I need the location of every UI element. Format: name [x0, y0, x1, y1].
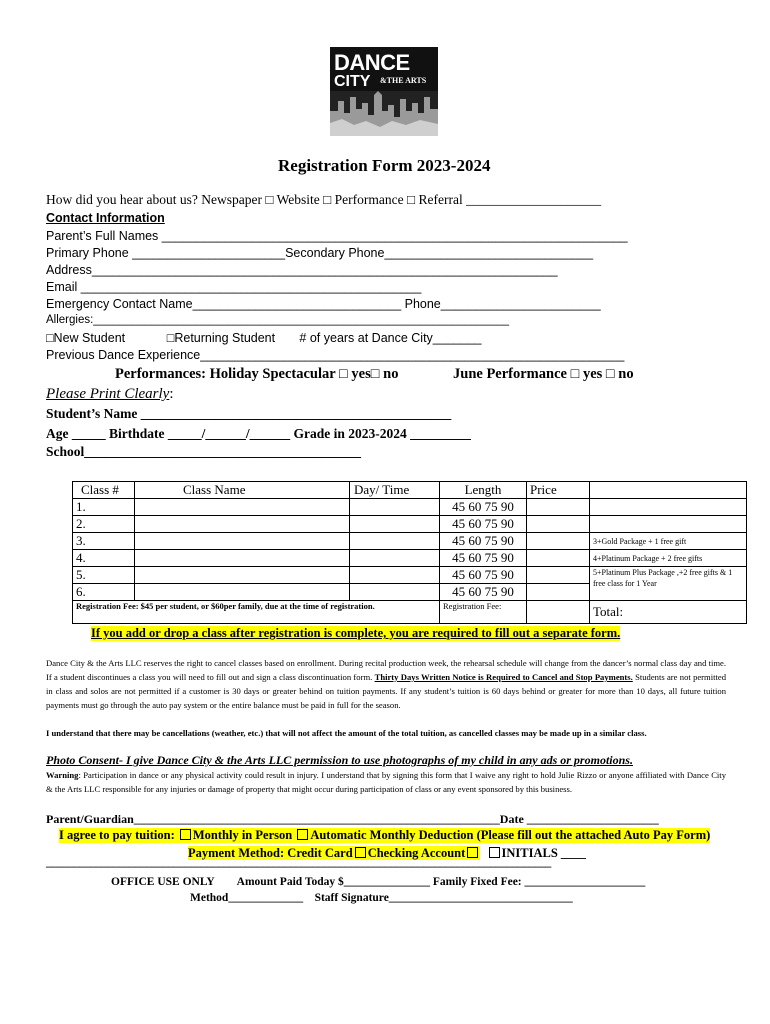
cancellation-paragraph: I understand that there may be cancellations (weather, etc.) that will not affect the amount of the total tuition, as cancelled classes may be made up in a similar class.	[46, 728, 647, 738]
previous-experience-field[interactable]: Previous Dance Experience_____________________________________________________________	[46, 348, 625, 362]
table-row[interactable]	[73, 567, 747, 584]
table-row[interactable]	[73, 516, 747, 533]
allergies-field[interactable]: Allergies:_________________________________________________________________	[46, 314, 510, 326]
policy-text-tail: Students are not permitted in class and solos are not permitted if a customer is 30 days or greater behind on tuition payments. If any student’s tuition is 60 days behind or greater for more than 10 days, all future tuition payments must go through the auto pay system or the entire balance must be paid in full for the season.	[46, 672, 726, 710]
day-time-cell[interactable]	[350, 584, 440, 601]
price-cell[interactable]	[527, 516, 590, 533]
office-use-line[interactable]: OFFICE USE ONLY Amount Paid Today $_______________ Family Fixed Fee: _____________________	[111, 876, 646, 888]
price-cell[interactable]	[527, 533, 590, 550]
registration-fee-cell[interactable]	[527, 601, 590, 624]
day-time-cell[interactable]	[350, 567, 440, 584]
class-name-cell[interactable]	[135, 567, 350, 584]
separate-form-notice: If you add or drop a class after registration is complete, you are required to fill out a separate form.	[91, 626, 621, 640]
warning-label: Warning	[46, 770, 79, 780]
class-name-cell[interactable]	[135, 516, 350, 533]
header-class-number: Class #	[73, 482, 135, 499]
class-number: 6.	[73, 584, 135, 601]
class-name-cell[interactable]	[135, 584, 350, 601]
form-title: Registration Form 2023-2024	[278, 156, 491, 175]
policy-paragraph	[46, 656, 726, 712]
fee-row	[73, 601, 747, 624]
dance-city-logo	[330, 47, 438, 136]
table-row[interactable]	[73, 533, 747, 550]
class-name-cell[interactable]	[135, 533, 350, 550]
length-options[interactable]: 45 60 75 90	[440, 533, 527, 550]
thirty-days-notice: Thirty Days Written Notice is Required to Cancel and Stop Payments.	[374, 672, 633, 682]
class-number: 1.	[73, 499, 135, 516]
day-time-cell[interactable]	[350, 533, 440, 550]
phone-fields[interactable]: Primary Phone ______________________Secondary Phone______________________________	[46, 246, 594, 260]
school-field[interactable]: School_________________________________________	[46, 444, 362, 459]
address-field[interactable]: Address___________________________________________________________________	[46, 263, 558, 277]
package-note	[590, 516, 747, 533]
class-name-cell[interactable]	[135, 499, 350, 516]
office-method-signature-line[interactable]: Method_____________ Staff Signature________________________________	[190, 892, 573, 904]
table-row[interactable]	[73, 499, 747, 516]
day-time-cell[interactable]	[350, 516, 440, 533]
tuition-agreement	[59, 828, 710, 843]
warning-paragraph	[46, 768, 726, 796]
length-options[interactable]: 45 60 75 90	[440, 499, 527, 516]
monthly-in-person-label: Monthly in Person	[192, 828, 293, 842]
header-length: Length	[440, 482, 527, 499]
emergency-contact-field[interactable]: Emergency Contact Name______________________________ Phone_______________________	[46, 297, 601, 311]
student-type-checkboxes[interactable]: □New Student □Returning Student # of years at Dance City_______	[46, 331, 482, 345]
june-performance-option[interactable]: June Performance □ yes □ no	[453, 366, 634, 382]
table-row[interactable]	[73, 550, 747, 567]
price-cell[interactable]	[527, 584, 590, 601]
class-number: 4.	[73, 550, 135, 567]
payment-method-label: Payment Method: Credit Card	[188, 846, 353, 860]
warning-text: : Participation in dance or any physical activity could result in injury. I understand that by signing this form that I waive any right to hold Julie Rizzo or anyone affiliated with Dance City & the Arts LLC responsible for any injuries or damage of property that might occur during participation of class or any event sponsored by this business.	[46, 770, 726, 794]
section-divider: ___________________________________________________________________________________________	[46, 857, 552, 869]
header-package	[590, 482, 747, 499]
price-cell[interactable]	[527, 567, 590, 584]
class-number: 3.	[73, 533, 135, 550]
holiday-performance-option[interactable]: Performances: Holiday Spectacular □ yes□ no	[115, 366, 399, 382]
print-clearly-note: Please Print Clearly	[46, 386, 170, 402]
header-day-time: Day/ Time	[350, 482, 440, 499]
age-birthdate-grade-fields[interactable]: Age _____ Birthdate _____/______/______ Grade in 2023-2024 _________	[46, 426, 471, 441]
registration-fee-label: Registration Fee:	[440, 601, 527, 624]
day-time-cell[interactable]	[350, 550, 440, 567]
auto-deduction-label: Automatic Monthly Deduction (Please fill out the attached Auto Pay Form)	[310, 828, 711, 842]
class-number: 5.	[73, 567, 135, 584]
logo-text-dance: DANCE	[334, 50, 410, 75]
tuition-agree-label: I agree to pay tuition:	[59, 828, 175, 842]
email-field[interactable]: Email _________________________________________________	[46, 280, 422, 294]
length-options[interactable]: 45 60 75 90	[440, 516, 527, 533]
length-options[interactable]: 45 60 75 90	[440, 550, 527, 567]
header-price: Price	[527, 482, 590, 499]
class-number: 2.	[73, 516, 135, 533]
parent-full-names-field[interactable]: Parent’s Full Names ___________________________________________________________________	[46, 229, 628, 243]
package-note: 4+Platinum Package + 2 free gifts	[590, 550, 747, 567]
package-note: 5+Platinum Plus Package ,+2 free gifts & 1 free class for 1 Year	[590, 567, 747, 601]
package-note: 3+Gold Package + 1 free gift	[590, 533, 747, 550]
auto-deduction-checkbox[interactable]	[297, 829, 308, 840]
monthly-in-person-checkbox[interactable]	[180, 829, 191, 840]
initials-field[interactable]: INITIALS ____	[501, 846, 586, 860]
registration-fee-text: Registration Fee: $45 per student, or $60per family, due at the time of registration.	[73, 601, 440, 624]
length-options[interactable]: 45 60 75 90	[440, 584, 527, 601]
day-time-cell[interactable]	[350, 499, 440, 516]
price-cell[interactable]	[527, 499, 590, 516]
length-options[interactable]: 45 60 75 90	[440, 567, 527, 584]
city-skyline-icon	[330, 91, 438, 136]
package-note	[590, 499, 747, 516]
table-header-row	[73, 482, 747, 499]
contact-information-heading: Contact Information	[46, 211, 165, 225]
total-label[interactable]: Total:	[590, 601, 747, 624]
checking-account-label: Checking Account	[367, 846, 466, 860]
logo-text-city: CITY	[334, 73, 371, 90]
price-cell[interactable]	[527, 550, 590, 567]
parent-signature-date-line[interactable]: Parent/Guardian_____________________________________________________________Date ______________________	[46, 812, 659, 826]
class-name-cell[interactable]	[135, 550, 350, 567]
student-name-field[interactable]: Student’s Name ______________________________________________	[46, 406, 452, 421]
hear-about-us-line[interactable]: How did you hear about us? Newspaper □ Website □ Performance □ Referral ____________________	[46, 192, 602, 207]
header-class-name: Class Name	[135, 482, 350, 499]
logo-text-arts: &THE ARTS	[380, 76, 427, 85]
class-schedule-table	[72, 481, 747, 624]
policy-text: Dance City & the Arts LLC reserves the right to cancel classes based on enrollment. During recital production week, the rehearsal schedule will change from the dancer’s normal class day and time. If a student discontinues a class you will need to fill out and sign a class discontinuation form.	[46, 658, 726, 682]
photo-consent-statement: Photo Consent- I give Dance City & the Arts LLC permission to use photographs of my child in any ads or promotions.	[46, 753, 633, 767]
